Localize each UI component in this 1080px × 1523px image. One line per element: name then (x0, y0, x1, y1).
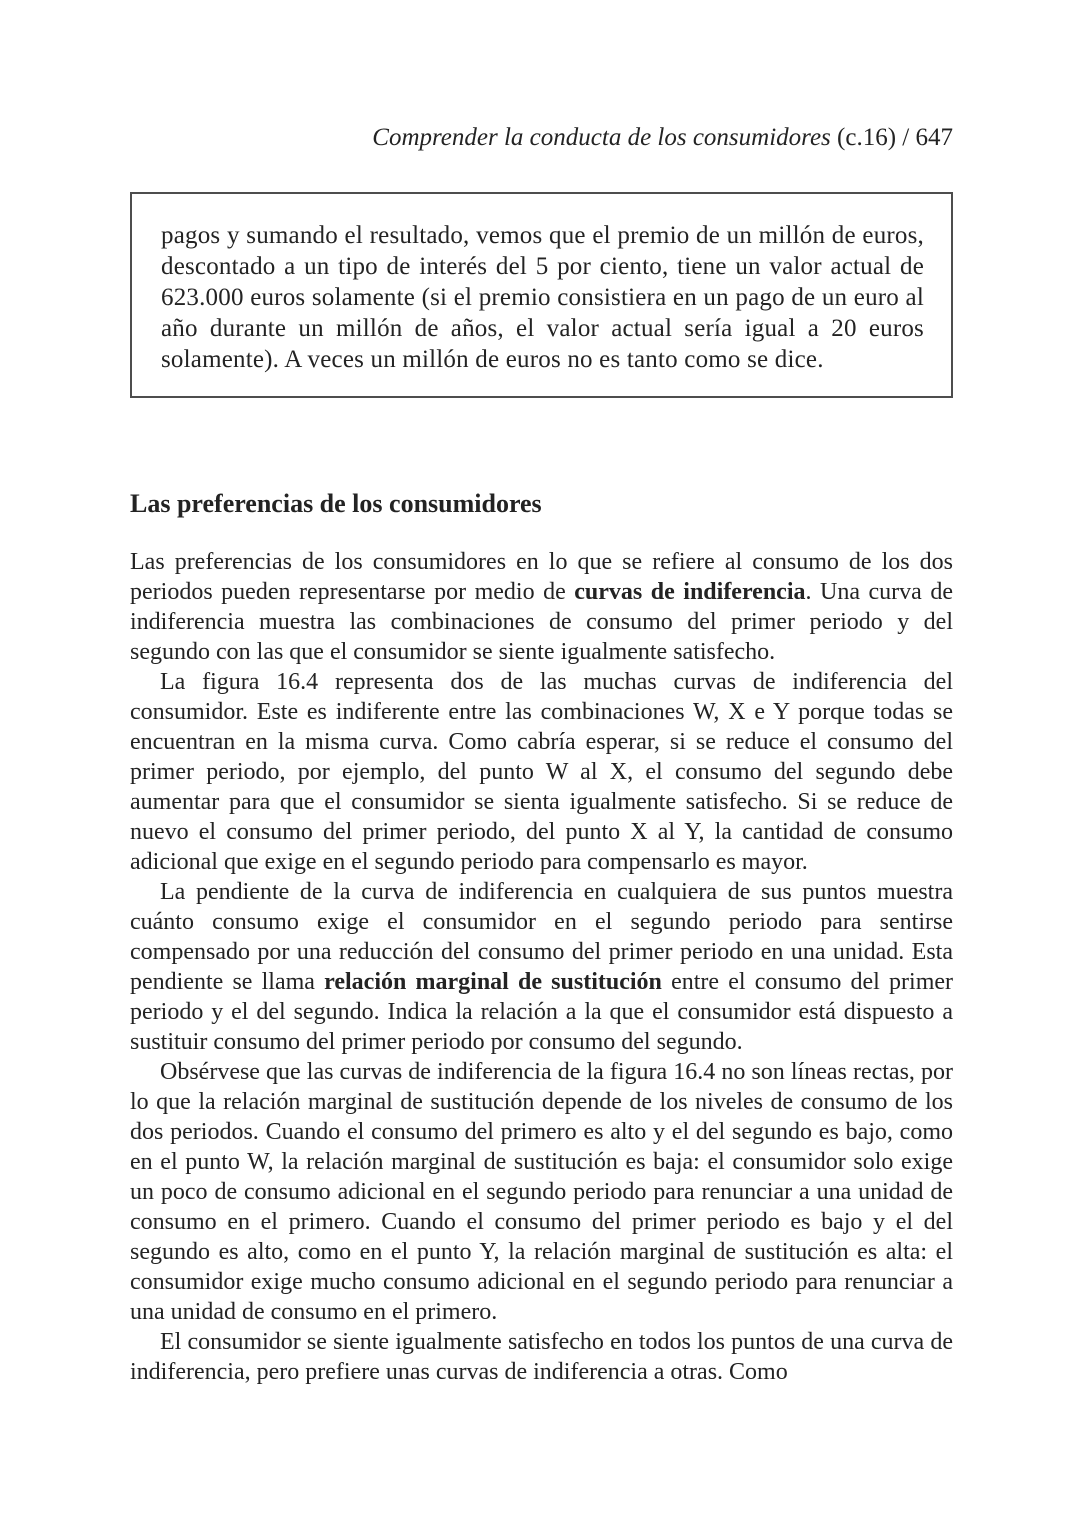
page-header (130, 124, 953, 152)
paragraph: La pendiente de la curva de indiferencia en cualquiera de sus puntos muestra cuánto consumo exige el consumidor en el segundo periodo para sentirse compensado por una reducción del consumo del primer periodo en una unidad. Esta pendiente se llama relación marginal de sustitución entre el consumo del primer periodo y el del segundo. Indica la relación a la que el consumidor está dispuesto a sustituir consumo del primer periodo por consumo del segundo. (130, 879, 954, 1055)
paragraph: Obsérvese que las curvas de indiferencia de la figura 16.4 no son líneas rectas, por lo que la relación marginal de sustitución depende de los niveles de consumo de los dos periodos. Cuando el consumo del primero es alto y el del segundo es bajo, como en el punto W, la relación marginal de sustitución es baja: el consumidor solo exige un poco de consumo adicional en el segundo periodo para renunciar a una unidad de consumo en el primero. Cuando el consumo del primer periodo es bajo y el del segundo es alto, como en el punto Y, la relación marginal de sustitución es alta: el consumidor exige mucho consumo adicional en el segundo periodo para renunciar a una unidad de consumo en el primero. (130, 1059, 953, 1325)
body-text (130, 547, 953, 1387)
callout-box (130, 192, 953, 398)
paragraph: Las preferencias de los consumidores en lo que se refiere al consumo de los dos periodos pueden representarse por medio de curvas de indiferencia. Una curva de indiferencia muestra las combinaciones de consumo del primer periodo y del segundo con las que el consumidor se siente igualmente satisfecho. (130, 549, 953, 665)
paragraph: La figura 16.4 representa dos de las muchas curvas de indiferencia del consumidor. Este es indiferente entre las combinaciones W, X e Y porque todas se encuentran en la misma curva. Como cabría esperar, si se reduce el consumo del primer periodo, por ejemplo, del punto W al X, el consumo del segundo debe aumentar para que el consumidor se sienta igualmente satisfecho. Si se reduce de nuevo el consumo del primer periodo, del punto X al Y, la cantidad de consumo adicional que exige en el segundo periodo para compensarlo es mayor. (130, 669, 953, 875)
callout-text: pagos y sumando el resultado, vemos que el premio de un millón de euros, descontado a un tipo de interés del 5 por ciento, tiene un valor actual de 623.000 euros solamente (si el premio consistiera en un pago de un euro al año durante un millón de años, el valor actual sería igual a 20 euros solamente). A veces un millón de euros no es tanto como se dice. (161, 222, 924, 373)
chapter-title: Comprender la conducta de los consumidores (372, 124, 838, 151)
paragraph: El consumidor se siente igualmente satisfecho en todos los puntos de una curva de indiferencia, pero prefiere unas curvas de indiferencia a otras. Como (130, 1329, 953, 1385)
chapter-page-ref: (c.16) / 647 (837, 124, 953, 151)
section-heading: Las preferencias de los consumidores (130, 489, 542, 518)
